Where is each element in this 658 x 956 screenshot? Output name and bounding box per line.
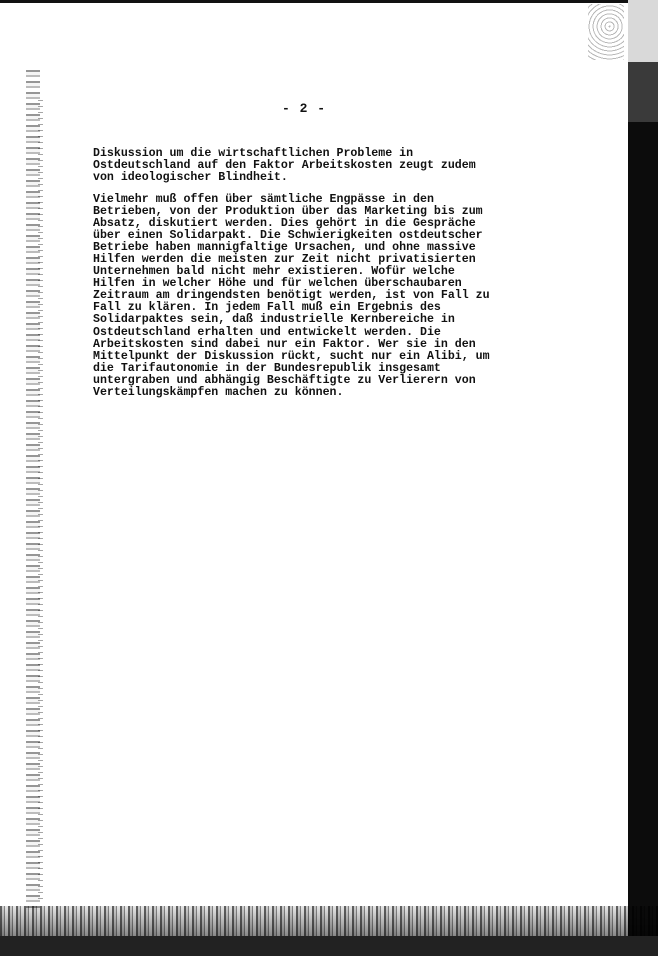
text-line: Ostdeutschland auf den Faktor Arbeitskosten zeugt zudem [93,159,476,173]
text-line: Hilfen in welcher Höhe und für welchen überschaubaren [93,277,462,291]
text-line: Unternehmen bald nicht mehr existieren. Wofür welche [93,265,455,279]
text-line: Verteilungskämpfen machen zu können. [93,385,344,399]
scan-right-edge-top [628,0,658,62]
text-line: Solidarpaktes sein, daß industrielle Kernbereiche in [93,313,455,327]
paragraph-1 [93,148,533,184]
text-line: untergraben und abhängig Beschäftigte zu Verlierern von [93,373,476,387]
text-line: über einen Solidarpakt. Die Schwierigkeiten ostdeutscher [93,229,483,243]
text-line: Zeitraum am dringendsten benötigt werden, ist von Fall zu [93,289,490,303]
text-line: Vielmehr muß offen über sämtliche Engpässe in den [93,193,434,206]
scan-corner-speckle [588,4,624,60]
text-line: Betrieben, von der Produktion über das Marketing bis zum [93,205,483,219]
scan-left-edge-artifact-inner [38,100,43,900]
text-line: Absatz, diskutiert werden. Dies gehört in die Gespräche [93,217,476,231]
text-line: von ideologischer Blindheit. [93,171,288,185]
scan-bottom-band [0,936,658,956]
page-number: - 2 - [282,101,327,116]
text-line: die Tarifautonomie in der Bundesrepublik insgesamt [93,361,441,375]
text-line: Arbeitskosten sind dabei nur ein Faktor. Wer sie in den [93,337,476,351]
text-line: Fall zu klären. In jedem Fall muß ein Ergebnis des [93,301,441,315]
text-line: Ostdeutschland erhalten und entwickelt werden. Die [93,325,441,339]
text-line: Hilfen werden die meisten zur Zeit nicht privatisierten [93,253,476,267]
scan-right-edge [628,0,658,956]
scan-right-edge-mid [628,62,658,122]
scan-top-edge [0,0,658,3]
text-line: Mittelpunkt der Diskussion rückt, sucht nur ein Alibi, um [93,349,490,363]
text-line: Diskussion um die wirtschaftlichen Probleme in [93,147,414,160]
text-line: Betriebe haben mannigfaltige Ursachen, und ohne massive [93,241,476,255]
paragraph-2 [93,194,533,399]
